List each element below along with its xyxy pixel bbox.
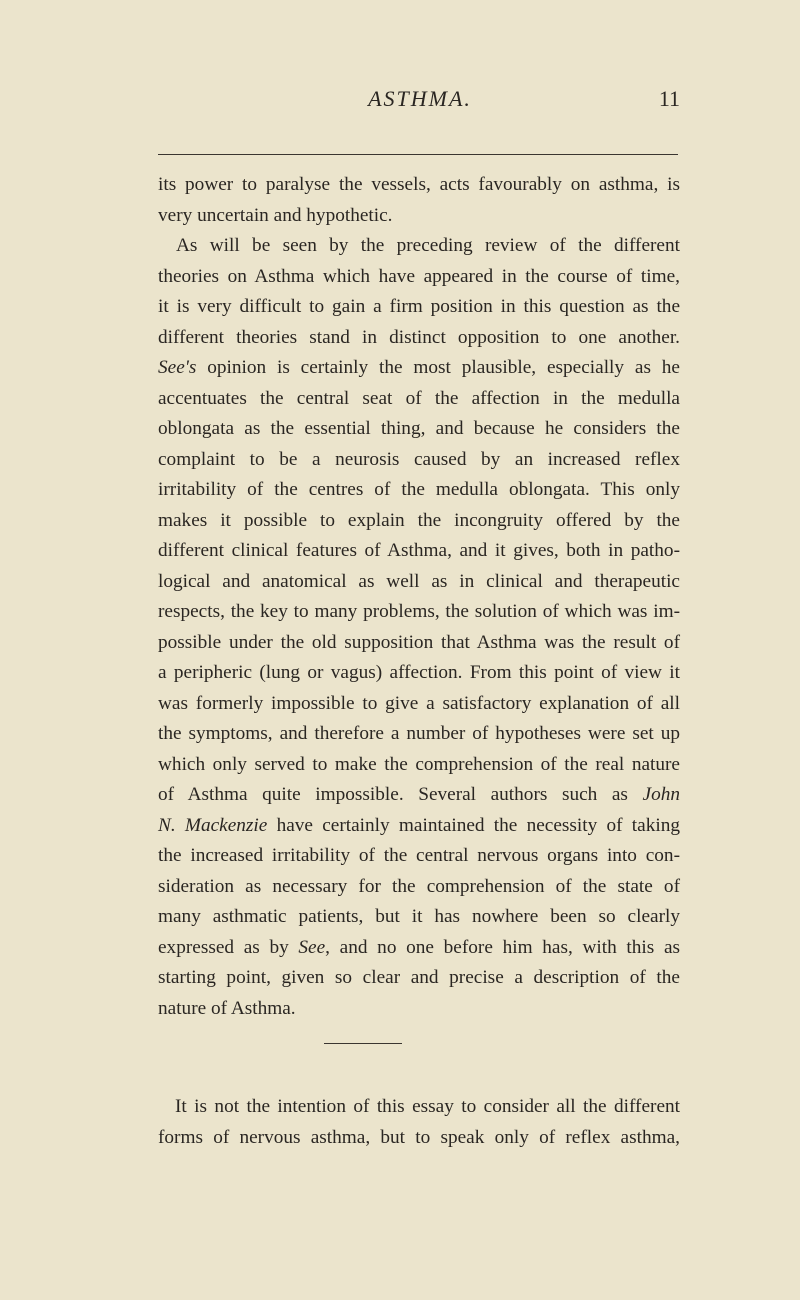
text-line: irritability of the centres of the medulla oblongata. This only: [158, 479, 680, 500]
text-line: different clinical features of Asthma, and it gives, both in patho-: [158, 540, 680, 561]
text-line: [158, 780, 680, 811]
main-text: [158, 170, 680, 1024]
text-line: its power to paralyse the vessels, acts favourably on asthma, is: [158, 174, 680, 195]
page-number: 11: [658, 86, 680, 111]
text-line: oblongata as the essential thing, and because he considers the: [158, 418, 680, 439]
text-line: a peripheric (lung or vagus) affection. From this point of view it: [158, 662, 680, 683]
text-line: different theories stand in distinct opposition to one another.: [158, 326, 680, 348]
text-line: logical and anatomical as well as in clinical and therapeutic: [158, 570, 680, 592]
text-line: theories on Asthma which have appeared in the course of time,: [158, 265, 680, 287]
text-line: It is not the intention of this essay to consider all the different: [175, 1096, 680, 1117]
text-line: the increased irritability of the central nervous organs into con-: [158, 845, 680, 866]
text-fragment: opinion is certainly the most plausible, especially as he: [196, 357, 680, 378]
text-line: the symptoms, and therefore a number of hypotheses were set up: [158, 723, 680, 744]
text-fragment: of Asthma quite impossible. Several authors such as: [158, 784, 643, 805]
author-name: John: [642, 784, 680, 805]
section-divider: [324, 1043, 402, 1044]
text-line: sideration as necessary for the comprehension of the state of: [158, 875, 680, 897]
text-line: [158, 353, 680, 384]
text-line: makes it possible to explain the incongruity offered by the: [158, 509, 680, 531]
text-fragment: have certainly maintained the necessity of taking: [267, 814, 680, 836]
header-rule: [158, 154, 678, 155]
text-fragment: , and no one before him has, with this as: [325, 936, 681, 958]
text-line: respects, the key to many problems, the solution of which was im-: [158, 601, 680, 622]
text-line: [158, 811, 680, 842]
text-line: accentuates the central seat of the affection in the medulla: [158, 387, 680, 409]
text-line: starting point, given so clear and precise a description of the: [158, 967, 680, 988]
text-line: forms of nervous asthma, but to speak only of reflex asthma,: [158, 1126, 680, 1148]
text-line: possible under the old supposition that Asthma was the result of: [158, 631, 680, 653]
running-head: [160, 82, 680, 122]
text-fragment: expressed as by: [158, 936, 299, 958]
text-line: very uncertain and hypothetic.: [158, 204, 393, 226]
running-title: ASTHMA.: [368, 86, 472, 111]
author-name: N. Mackenzie: [158, 814, 268, 836]
text-line: complaint to be a neurosis caused by an increased reflex: [158, 448, 680, 470]
text-line: As will be seen by the preceding review of the different: [176, 235, 680, 256]
text-line: nature of Asthma.: [158, 997, 296, 1019]
text-line: it is very difficult to gain a firm position in this question as the: [158, 296, 680, 317]
author-name: See: [298, 936, 326, 958]
text-line: [158, 933, 680, 964]
text-line: which only served to make the comprehension of the real nature: [158, 753, 680, 775]
text-line: was formerly impossible to give a satisfactory explanation of all: [158, 692, 680, 714]
author-name: See's: [158, 357, 197, 378]
closing-paragraph: [158, 1092, 680, 1153]
text-line: many asthmatic patients, but it has nowhere been so clearly: [158, 906, 680, 927]
